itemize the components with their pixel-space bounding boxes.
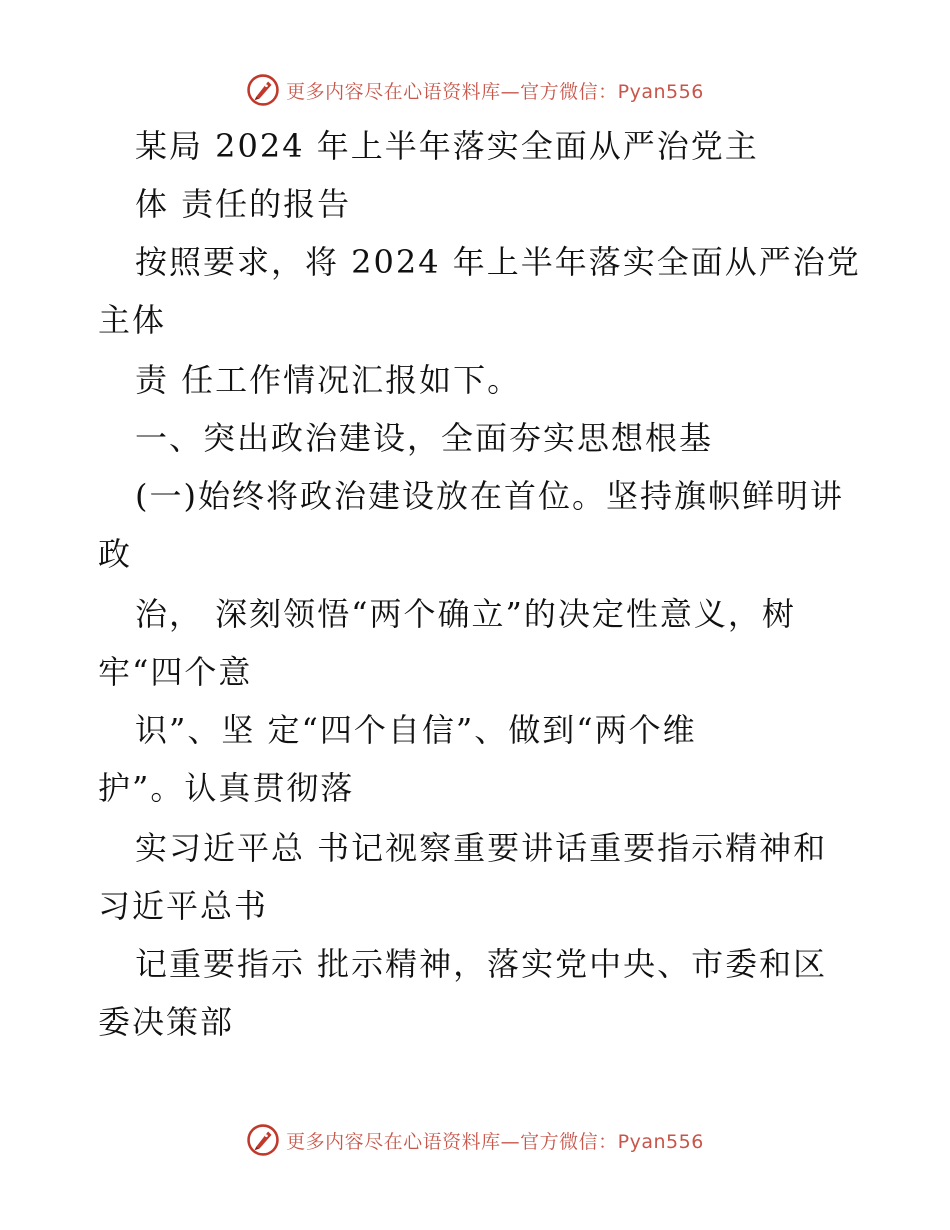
footer-banner [0, 1120, 950, 1160]
section-heading: 一、突出政治建设，全面夯实思想根基 [135, 419, 714, 457]
pen-nib-logo-icon [246, 73, 280, 107]
pen-nib-logo-icon [246, 1123, 280, 1157]
title-line-1: 某局 2024 年上半年落实全面从严治党主 [135, 127, 759, 165]
title-line-2: 体 责任的报告 [135, 185, 352, 223]
paragraph-line: 委决策部 [98, 1003, 235, 1041]
paragraph-line: 记重要指示 批示精神，落实党中央、市委和区 [135, 945, 828, 983]
paragraph-line: 按照要求，将 2024 年上半年落实全面从严治党 [135, 243, 861, 281]
paragraph-line: 识”、坚 定“四个自信”、做到“两个维 [135, 711, 697, 749]
paragraph-line: 实习近平总 书记视察重要讲话重要指示精神和 [135, 829, 828, 867]
paragraph-line: 责 任工作情况汇报如下。 [135, 361, 522, 399]
paragraph-line: (一)始终将政治建设放在首位。坚持旗帜鲜明讲 [135, 477, 844, 515]
footer-banner-text: 更多内容尽在心语资料库—官方微信：Pyan556 [286, 1130, 704, 1153]
header-banner-text: 更多内容尽在心语资料库—官方微信：Pyan556 [286, 80, 704, 103]
paragraph-line: 治， 深刻领悟“两个确立”的决定性意义，树 [135, 595, 796, 633]
paragraph-line: 护”。认真贯彻落 [98, 769, 355, 807]
paragraph-line: 牢“四个意 [98, 653, 253, 691]
header-banner [0, 70, 950, 110]
paragraph-line: 政 [98, 535, 133, 573]
paragraph-line: 主体 [98, 301, 167, 339]
paragraph-line: 习近平总书 [98, 887, 269, 925]
